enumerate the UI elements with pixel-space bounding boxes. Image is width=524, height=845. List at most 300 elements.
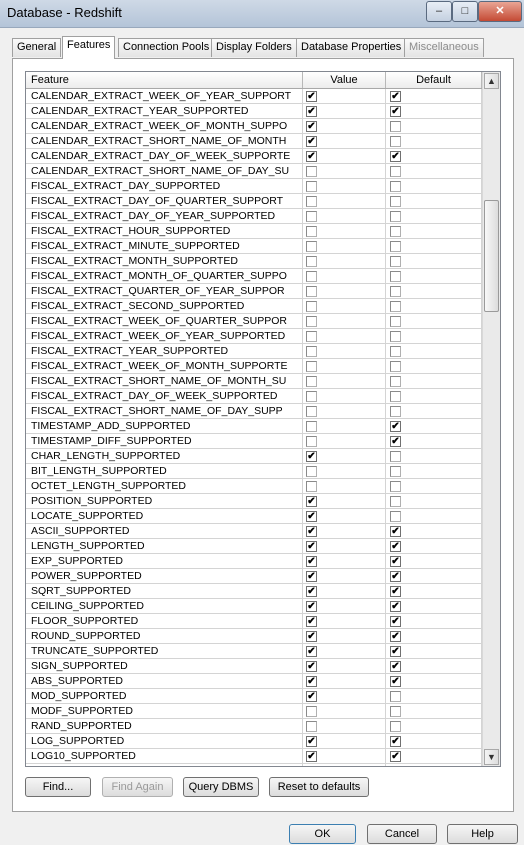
default-cell bbox=[386, 284, 482, 298]
default-cell bbox=[386, 479, 482, 493]
default-checkbox[interactable] bbox=[390, 331, 401, 342]
feature-name-cell: LOG_SUPPORTED bbox=[26, 734, 303, 748]
value-cell bbox=[303, 674, 386, 688]
feature-name-cell: CALENDAR_EXTRACT_WEEK_OF_YEAR_SUPPORT bbox=[26, 89, 303, 103]
value-cell bbox=[303, 644, 386, 658]
value-checkbox[interactable]: ✔ bbox=[307, 511, 316, 522]
default-cell bbox=[386, 224, 482, 238]
table-row[interactable] bbox=[26, 269, 482, 284]
value-cell bbox=[303, 314, 386, 328]
value-cell bbox=[303, 524, 386, 538]
default-cell bbox=[386, 314, 482, 328]
table-row[interactable] bbox=[26, 764, 482, 767]
value-cell bbox=[303, 134, 386, 148]
default-cell bbox=[386, 194, 482, 208]
tab-connection-pools[interactable]: Connection Pools bbox=[118, 38, 214, 57]
value-cell bbox=[303, 89, 386, 103]
default-cell bbox=[386, 329, 482, 343]
table-row[interactable] bbox=[26, 509, 482, 524]
column-header-value[interactable]: Value bbox=[303, 72, 386, 88]
value-checkbox[interactable]: ✔ bbox=[307, 661, 316, 672]
default-cell bbox=[386, 689, 482, 703]
feature-name-cell: FISCAL_EXTRACT_MINUTE_SUPPORTED bbox=[26, 239, 303, 253]
value-checkbox[interactable]: ✔ bbox=[307, 676, 316, 687]
value-checkbox[interactable] bbox=[306, 721, 317, 732]
value-cell bbox=[303, 704, 386, 718]
default-checkbox[interactable]: ✔ bbox=[391, 601, 400, 612]
maximize-button[interactable]: □ bbox=[452, 1, 478, 22]
value-cell bbox=[303, 434, 386, 448]
feature-name-cell: ASCII_SUPPORTED bbox=[26, 524, 303, 538]
feature-name-cell: CEILING_SUPPORTED bbox=[26, 599, 303, 613]
feature-name-cell: FISCAL_EXTRACT_DAY_SUPPORTED bbox=[26, 179, 303, 193]
table-row[interactable] bbox=[26, 734, 482, 749]
value-checkbox[interactable]: ✔ bbox=[307, 691, 316, 702]
value-cell bbox=[303, 404, 386, 418]
reset-to-defaults-button[interactable] bbox=[269, 777, 369, 797]
table-row[interactable] bbox=[26, 329, 482, 344]
default-checkbox[interactable] bbox=[390, 706, 401, 717]
value-checkbox[interactable] bbox=[306, 406, 317, 417]
value-checkbox[interactable] bbox=[306, 301, 317, 312]
feature-name-cell: ROUND_SUPPORTED bbox=[26, 629, 303, 643]
feature-name-cell: FISCAL_EXTRACT_WEEK_OF_QUARTER_SUPPOR bbox=[26, 314, 303, 328]
default-checkbox[interactable]: ✔ bbox=[391, 106, 400, 117]
value-cell bbox=[303, 164, 386, 178]
title-bar[interactable] bbox=[0, 0, 524, 28]
value-checkbox[interactable]: ✔ bbox=[307, 586, 316, 597]
table-row[interactable] bbox=[26, 299, 482, 314]
default-checkbox[interactable] bbox=[390, 346, 401, 357]
default-cell bbox=[386, 764, 482, 767]
find-again-label: Find Again bbox=[111, 781, 164, 793]
value-cell bbox=[303, 224, 386, 238]
default-cell bbox=[386, 434, 482, 448]
default-cell bbox=[386, 149, 482, 163]
default-checkbox[interactable] bbox=[390, 241, 401, 252]
value-checkbox[interactable] bbox=[306, 196, 317, 207]
default-cell bbox=[386, 344, 482, 358]
value-cell bbox=[303, 614, 386, 628]
feature-name-cell: BIT_LENGTH_SUPPORTED bbox=[26, 464, 303, 478]
table-row[interactable] bbox=[26, 599, 482, 614]
value-checkbox[interactable] bbox=[306, 391, 317, 402]
close-button[interactable]: ✕ bbox=[478, 1, 522, 22]
default-cell bbox=[386, 464, 482, 478]
default-cell bbox=[386, 659, 482, 673]
value-checkbox[interactable]: ✔ bbox=[307, 601, 316, 612]
default-checkbox[interactable] bbox=[390, 496, 401, 507]
table-row[interactable] bbox=[26, 119, 482, 134]
cancel-button[interactable]: Cancel bbox=[367, 824, 437, 844]
default-cell bbox=[386, 674, 482, 688]
default-checkbox[interactable] bbox=[390, 466, 401, 477]
default-cell bbox=[386, 509, 482, 523]
value-cell bbox=[303, 734, 386, 748]
default-cell bbox=[386, 524, 482, 538]
feature-name-cell: CALENDAR_EXTRACT_WEEK_OF_MONTH_SUPPO bbox=[26, 119, 303, 133]
table-row[interactable] bbox=[26, 539, 482, 554]
feature-name-cell: POSITION_SUPPORTED bbox=[26, 494, 303, 508]
table-row[interactable] bbox=[26, 134, 482, 149]
reset-to-defaults-label: Reset to defaults bbox=[277, 781, 361, 793]
feature-name-cell: POWER_SUPPORTED bbox=[26, 569, 303, 583]
value-cell bbox=[303, 239, 386, 253]
default-cell bbox=[386, 539, 482, 553]
value-checkbox[interactable] bbox=[306, 421, 317, 432]
value-cell bbox=[303, 509, 386, 523]
table-row[interactable] bbox=[26, 179, 482, 194]
value-checkbox[interactable] bbox=[306, 181, 317, 192]
default-cell bbox=[386, 419, 482, 433]
default-checkbox[interactable] bbox=[390, 121, 401, 132]
value-cell bbox=[303, 599, 386, 613]
table-row[interactable] bbox=[26, 284, 482, 299]
value-checkbox[interactable]: ✔ bbox=[307, 136, 316, 147]
default-cell bbox=[386, 599, 482, 613]
table-row[interactable] bbox=[26, 149, 482, 164]
value-cell bbox=[303, 689, 386, 703]
value-checkbox[interactable]: ✔ bbox=[307, 451, 316, 462]
default-cell bbox=[386, 299, 482, 313]
default-cell bbox=[386, 569, 482, 583]
value-cell bbox=[303, 374, 386, 388]
default-cell bbox=[386, 494, 482, 508]
minimize-button[interactable]: – bbox=[426, 1, 452, 22]
default-cell bbox=[386, 359, 482, 373]
tab-database-properties[interactable]: Database Properties bbox=[296, 38, 406, 57]
default-cell bbox=[386, 644, 482, 658]
value-cell bbox=[303, 149, 386, 163]
value-checkbox[interactable]: ✔ bbox=[307, 91, 316, 102]
window-title: Database - Redshift bbox=[7, 5, 122, 20]
table-row[interactable] bbox=[26, 524, 482, 539]
default-checkbox[interactable] bbox=[390, 181, 401, 192]
default-checkbox[interactable]: ✔ bbox=[391, 646, 400, 657]
table-row[interactable] bbox=[26, 374, 482, 389]
table-row[interactable] bbox=[26, 209, 482, 224]
default-checkbox[interactable] bbox=[390, 361, 401, 372]
table-row[interactable] bbox=[26, 389, 482, 404]
default-checkbox[interactable]: ✔ bbox=[391, 526, 400, 537]
default-checkbox[interactable] bbox=[390, 481, 401, 492]
scrollbar-thumb[interactable] bbox=[484, 200, 499, 312]
value-checkbox[interactable] bbox=[306, 481, 317, 492]
default-checkbox[interactable] bbox=[390, 511, 401, 522]
feature-name-cell: CALENDAR_EXTRACT_SHORT_NAME_OF_MONTH bbox=[26, 134, 303, 148]
value-cell bbox=[303, 284, 386, 298]
feature-name-cell: FISCAL_EXTRACT_MONTH_SUPPORTED bbox=[26, 254, 303, 268]
feature-name-cell: FISCAL_EXTRACT_SHORT_NAME_OF_DAY_SUPP bbox=[26, 404, 303, 418]
default-checkbox[interactable] bbox=[390, 721, 401, 732]
table-row[interactable] bbox=[26, 314, 482, 329]
value-checkbox[interactable] bbox=[306, 226, 317, 237]
feature-name-cell: FISCAL_EXTRACT_WEEK_OF_YEAR_SUPPORTED bbox=[26, 329, 303, 343]
query-dbms-label: Query DBMS bbox=[188, 781, 254, 793]
value-checkbox[interactable] bbox=[306, 316, 317, 327]
value-checkbox[interactable] bbox=[306, 346, 317, 357]
feature-name-cell: FISCAL_EXTRACT_DAY_OF_WEEK_SUPPORTED bbox=[26, 389, 303, 403]
feature-name-cell: RAND_SUPPORTED bbox=[26, 719, 303, 733]
default-checkbox[interactable] bbox=[390, 391, 401, 402]
table-row[interactable] bbox=[26, 569, 482, 584]
table-row[interactable] bbox=[26, 104, 482, 119]
default-checkbox[interactable]: ✔ bbox=[391, 541, 400, 552]
value-checkbox[interactable] bbox=[306, 256, 317, 267]
value-cell bbox=[303, 254, 386, 268]
default-checkbox[interactable]: ✔ bbox=[391, 421, 400, 432]
features-grid bbox=[25, 71, 501, 767]
default-cell bbox=[386, 389, 482, 403]
default-checkbox[interactable]: ✔ bbox=[391, 736, 400, 747]
value-checkbox[interactable]: ✔ bbox=[307, 631, 316, 642]
scroll-up-arrow-icon[interactable]: ▲ bbox=[484, 73, 499, 89]
default-cell bbox=[386, 209, 482, 223]
feature-name-cell: FISCAL_EXTRACT_YEAR_SUPPORTED bbox=[26, 344, 303, 358]
default-checkbox[interactable] bbox=[390, 271, 401, 282]
value-checkbox[interactable]: ✔ bbox=[307, 151, 316, 162]
column-header-default[interactable]: Default bbox=[386, 72, 482, 88]
default-cell bbox=[386, 269, 482, 283]
tab-miscellaneous: Miscellaneous bbox=[404, 38, 484, 57]
value-cell bbox=[303, 194, 386, 208]
value-checkbox[interactable] bbox=[306, 241, 317, 252]
feature-name-cell: SIGN_SUPPORTED bbox=[26, 659, 303, 673]
value-checkbox[interactable] bbox=[306, 376, 317, 387]
value-checkbox[interactable] bbox=[306, 436, 317, 447]
grid-header bbox=[26, 72, 482, 89]
default-checkbox[interactable] bbox=[390, 196, 401, 207]
value-cell bbox=[303, 419, 386, 433]
default-checkbox[interactable] bbox=[390, 286, 401, 297]
value-checkbox[interactable]: ✔ bbox=[307, 556, 316, 567]
value-cell bbox=[303, 389, 386, 403]
value-checkbox[interactable]: ✔ bbox=[307, 121, 316, 132]
table-row[interactable] bbox=[26, 194, 482, 209]
value-checkbox[interactable] bbox=[306, 466, 317, 477]
find-label: Find... bbox=[42, 781, 74, 793]
table-row[interactable] bbox=[26, 659, 482, 674]
table-row[interactable] bbox=[26, 224, 482, 239]
value-checkbox[interactable]: ✔ bbox=[307, 736, 316, 747]
table-row[interactable] bbox=[26, 614, 482, 629]
default-checkbox[interactable] bbox=[390, 316, 401, 327]
vertical-scrollbar[interactable] bbox=[482, 72, 500, 766]
feature-name-cell: CALENDAR_EXTRACT_YEAR_SUPPORTED bbox=[26, 104, 303, 118]
value-cell bbox=[303, 479, 386, 493]
table-row[interactable] bbox=[26, 479, 482, 494]
table-row[interactable] bbox=[26, 629, 482, 644]
value-cell bbox=[303, 269, 386, 283]
default-checkbox[interactable] bbox=[390, 301, 401, 312]
default-checkbox[interactable]: ✔ bbox=[391, 91, 400, 102]
value-checkbox[interactable] bbox=[306, 361, 317, 372]
feature-name-cell: FISCAL_EXTRACT_HOUR_SUPPORTED bbox=[26, 224, 303, 238]
table-row[interactable] bbox=[26, 494, 482, 509]
value-cell bbox=[303, 749, 386, 763]
feature-name-cell: EXP_SUPPORTED bbox=[26, 554, 303, 568]
value-checkbox[interactable] bbox=[306, 211, 317, 222]
tab-strip bbox=[12, 38, 512, 58]
default-cell bbox=[386, 704, 482, 718]
value-cell bbox=[303, 344, 386, 358]
value-checkbox[interactable]: ✔ bbox=[307, 616, 316, 627]
value-checkbox[interactable]: ✔ bbox=[307, 106, 316, 117]
default-checkbox[interactable] bbox=[390, 226, 401, 237]
value-cell bbox=[303, 629, 386, 643]
value-cell bbox=[303, 299, 386, 313]
default-cell bbox=[386, 104, 482, 118]
table-row[interactable] bbox=[26, 749, 482, 764]
value-checkbox[interactable] bbox=[306, 706, 317, 717]
feature-name-cell: FISCAL_EXTRACT_SHORT_NAME_OF_MONTH_SU bbox=[26, 374, 303, 388]
table-row[interactable] bbox=[26, 554, 482, 569]
table-row[interactable] bbox=[26, 164, 482, 179]
table-row[interactable] bbox=[26, 584, 482, 599]
default-checkbox[interactable]: ✔ bbox=[391, 571, 400, 582]
default-checkbox[interactable] bbox=[390, 166, 401, 177]
value-cell bbox=[303, 119, 386, 133]
table-row[interactable] bbox=[26, 719, 482, 734]
default-checkbox[interactable] bbox=[390, 451, 401, 462]
table-row[interactable] bbox=[26, 674, 482, 689]
query-dbms-button[interactable] bbox=[183, 777, 259, 797]
value-cell bbox=[303, 764, 386, 767]
table-row[interactable] bbox=[26, 689, 482, 704]
default-checkbox[interactable] bbox=[390, 136, 401, 147]
table-row[interactable] bbox=[26, 239, 482, 254]
table-row[interactable] bbox=[26, 449, 482, 464]
default-cell bbox=[386, 749, 482, 763]
value-cell bbox=[303, 449, 386, 463]
table-row[interactable] bbox=[26, 344, 482, 359]
table-row[interactable] bbox=[26, 359, 482, 374]
value-checkbox[interactable]: ✔ bbox=[307, 526, 316, 537]
default-checkbox[interactable]: ✔ bbox=[391, 631, 400, 642]
feature-name-cell: SQRT_SUPPORTED bbox=[26, 584, 303, 598]
value-checkbox[interactable]: ✔ bbox=[307, 646, 316, 657]
default-cell bbox=[386, 404, 482, 418]
value-cell bbox=[303, 464, 386, 478]
feature-name-cell: FISCAL_EXTRACT_MONTH_OF_QUARTER_SUPPO bbox=[26, 269, 303, 283]
table-row[interactable] bbox=[26, 419, 482, 434]
dialog-button-bar bbox=[0, 815, 524, 845]
tab-general[interactable]: General bbox=[12, 38, 61, 57]
feature-name-cell: LOG10_SUPPORTED bbox=[26, 749, 303, 763]
default-cell bbox=[386, 374, 482, 388]
table-row[interactable] bbox=[26, 464, 482, 479]
default-checkbox[interactable]: ✔ bbox=[391, 151, 400, 162]
value-cell bbox=[303, 584, 386, 598]
default-checkbox[interactable] bbox=[390, 376, 401, 387]
value-cell bbox=[303, 659, 386, 673]
value-cell bbox=[303, 494, 386, 508]
value-checkbox[interactable] bbox=[306, 271, 317, 282]
feature-name-cell: OCTET_LENGTH_SUPPORTED bbox=[26, 479, 303, 493]
tab-display-folders[interactable]: Display Folders bbox=[211, 38, 297, 57]
value-checkbox[interactable] bbox=[306, 166, 317, 177]
default-checkbox[interactable] bbox=[390, 406, 401, 417]
find-again-button bbox=[102, 777, 173, 797]
default-cell bbox=[386, 614, 482, 628]
default-checkbox[interactable] bbox=[390, 691, 401, 702]
column-header-feature[interactable]: Feature bbox=[26, 72, 303, 88]
value-checkbox[interactable]: ✔ bbox=[307, 541, 316, 552]
value-cell bbox=[303, 179, 386, 193]
value-checkbox[interactable] bbox=[306, 331, 317, 342]
feature-name-cell: LENGTH_SUPPORTED bbox=[26, 539, 303, 553]
default-checkbox[interactable] bbox=[390, 766, 401, 767]
default-checkbox[interactable]: ✔ bbox=[391, 661, 400, 672]
scroll-down-arrow-icon[interactable]: ▼ bbox=[484, 749, 499, 765]
value-cell bbox=[303, 329, 386, 343]
value-checkbox[interactable]: ✔ bbox=[307, 751, 316, 762]
default-checkbox[interactable]: ✔ bbox=[391, 676, 400, 687]
default-cell bbox=[386, 119, 482, 133]
tab-features[interactable]: Features bbox=[62, 36, 115, 59]
feature-name-cell: MOD_SUPPORTED bbox=[26, 689, 303, 703]
table-row[interactable] bbox=[26, 404, 482, 419]
value-cell bbox=[303, 554, 386, 568]
default-checkbox[interactable]: ✔ bbox=[391, 556, 400, 567]
value-checkbox[interactable]: ✔ bbox=[307, 496, 316, 507]
default-cell bbox=[386, 629, 482, 643]
feature-name-cell: FISCAL_EXTRACT_DAY_OF_YEAR_SUPPORTED bbox=[26, 209, 303, 223]
feature-name-cell: FISCAL_EXTRACT_DAY_OF_QUARTER_SUPPORT bbox=[26, 194, 303, 208]
feature-name-cell: FISCAL_EXTRACT_WEEK_OF_MONTH_SUPPORTE bbox=[26, 359, 303, 373]
table-row[interactable] bbox=[26, 644, 482, 659]
feature-name-cell bbox=[26, 764, 303, 767]
feature-name-cell: CHAR_LENGTH_SUPPORTED bbox=[26, 449, 303, 463]
ok-button[interactable]: OK bbox=[289, 824, 356, 844]
default-cell bbox=[386, 449, 482, 463]
find-button[interactable] bbox=[25, 777, 91, 797]
table-row[interactable] bbox=[26, 704, 482, 719]
feature-name-cell: CALENDAR_EXTRACT_DAY_OF_WEEK_SUPPORTE bbox=[26, 149, 303, 163]
default-cell bbox=[386, 584, 482, 598]
default-checkbox[interactable] bbox=[390, 256, 401, 267]
value-cell bbox=[303, 719, 386, 733]
default-cell bbox=[386, 179, 482, 193]
table-row[interactable] bbox=[26, 434, 482, 449]
default-checkbox[interactable]: ✔ bbox=[391, 751, 400, 762]
default-cell bbox=[386, 164, 482, 178]
default-cell bbox=[386, 239, 482, 253]
grid-rows bbox=[26, 89, 482, 767]
feature-name-cell: TIMESTAMP_ADD_SUPPORTED bbox=[26, 419, 303, 433]
feature-name-cell: MODF_SUPPORTED bbox=[26, 704, 303, 718]
default-cell bbox=[386, 89, 482, 103]
value-cell bbox=[303, 209, 386, 223]
default-cell bbox=[386, 554, 482, 568]
default-checkbox[interactable]: ✔ bbox=[391, 586, 400, 597]
value-checkbox[interactable] bbox=[306, 766, 317, 767]
feature-name-cell: LOCATE_SUPPORTED bbox=[26, 509, 303, 523]
value-checkbox[interactable] bbox=[306, 286, 317, 297]
default-checkbox[interactable]: ✔ bbox=[391, 616, 400, 627]
default-checkbox[interactable] bbox=[390, 211, 401, 222]
feature-name-cell: TRUNCATE_SUPPORTED bbox=[26, 644, 303, 658]
table-row[interactable] bbox=[26, 89, 482, 104]
value-cell bbox=[303, 569, 386, 583]
table-row[interactable] bbox=[26, 254, 482, 269]
value-cell bbox=[303, 359, 386, 373]
feature-name-cell: FISCAL_EXTRACT_SECOND_SUPPORTED bbox=[26, 299, 303, 313]
help-button[interactable]: Help bbox=[447, 824, 518, 844]
default-checkbox[interactable]: ✔ bbox=[391, 436, 400, 447]
value-cell bbox=[303, 539, 386, 553]
value-checkbox[interactable]: ✔ bbox=[307, 571, 316, 582]
